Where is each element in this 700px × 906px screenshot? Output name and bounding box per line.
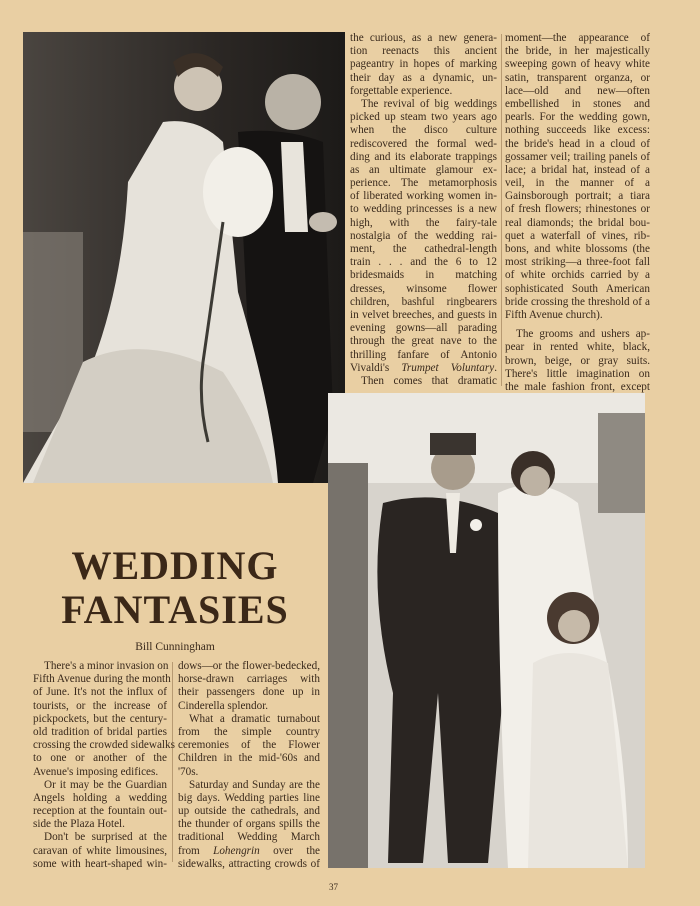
text-line (178, 831, 320, 844)
text-line-content: when the disco culture (350, 124, 497, 137)
text-line-content: old tradition of bridal parties (33, 725, 167, 738)
text-line (33, 818, 167, 831)
text-line (178, 739, 320, 752)
text-line (350, 190, 497, 203)
text-line-content: train . . . and the 6 to 12 (350, 256, 497, 269)
text-line-content: lace; a bridal hat, instead of a (505, 163, 650, 176)
text-line-content: the thunder of organs spills the (178, 818, 320, 831)
text-line (505, 72, 650, 85)
text-line (350, 177, 497, 190)
text-line (505, 45, 650, 58)
text-line-content: dresses, winsome flower (350, 282, 497, 295)
text-line-content: ding and its elaborate trappings (350, 150, 497, 163)
text-line (350, 362, 497, 375)
text-line (350, 98, 497, 111)
text-line (505, 269, 650, 282)
text-line (33, 831, 167, 844)
text-line (350, 32, 497, 45)
text-line-content: quet a waterfall of vines, rib- (505, 229, 650, 242)
text-line-content: through the great nave to the (350, 335, 497, 348)
text-line-content: of fresh flowers; rhinestones or (505, 203, 650, 216)
headline-line-1: WEDDING (71, 543, 279, 588)
text-line-content: evening gowns—all parading (350, 322, 497, 335)
text-line-content: ceremonies of the Flower (178, 739, 320, 752)
bride-and-father-photo (23, 32, 345, 483)
wedding-party-photo (328, 393, 645, 868)
text-line-content: Gainsborough portrait; a tiara (505, 190, 650, 203)
italic-title: Lohengrin (213, 844, 260, 857)
text-line (505, 309, 650, 322)
text-line-content: horse-drawn carriages with (178, 673, 320, 686)
text-line (350, 375, 497, 388)
text-line (178, 660, 320, 673)
text-line-content: bridesmaids in matching (350, 269, 497, 282)
text-line-content: to one or another of the (33, 752, 167, 765)
text-line (350, 45, 497, 58)
text-line (33, 805, 167, 818)
italic-title: Trumpet Voluntary (401, 361, 495, 374)
text-line (178, 726, 320, 739)
text-line (505, 164, 650, 177)
text-line (33, 845, 167, 858)
text-line-content: veil, in the manner of a (505, 177, 650, 190)
text-line-content: nothing succeeds like excess: (505, 124, 650, 137)
text-line (505, 58, 650, 71)
text-line-content: embellished in stones and (505, 97, 650, 110)
text-line-content: dows—or the flower-bedecked, (178, 660, 320, 672)
byline: Bill Cunningham (135, 641, 215, 653)
text-line-content: some with heart-shaped win- (33, 857, 167, 870)
text-line (178, 766, 320, 779)
text-line (505, 138, 650, 151)
text-line-content: brown, beige, or gray suits. (505, 354, 650, 367)
text-line-content: Then comes that dramatic (361, 374, 497, 387)
text-line (350, 164, 497, 177)
text-line-content: Angels holding a wedding (33, 791, 167, 804)
text-line (33, 713, 167, 726)
text-line (505, 32, 650, 45)
text-line-content: Or it may be the Guardian (44, 778, 167, 791)
text-line-content: of June. It's not the influx of (33, 686, 167, 699)
text-line (33, 766, 167, 779)
text-line (350, 230, 497, 243)
page-number: 37 (329, 882, 338, 892)
text-line-content: The grooms and ushers ap- (516, 328, 650, 341)
text-line (505, 111, 650, 124)
text-line-content: crossing the crowded sidewalks (33, 739, 175, 752)
text-line (505, 243, 650, 256)
text-line (350, 138, 497, 151)
text-line (505, 256, 650, 269)
text-line (350, 85, 497, 98)
text-line-content: picked up steam two years ago (350, 111, 497, 124)
text-line-tail: over the (259, 844, 320, 857)
text-line (178, 673, 320, 686)
text-line (505, 283, 650, 296)
text-line-tail: . (494, 361, 497, 374)
text-line (505, 151, 650, 164)
text-column-top-left (350, 32, 497, 388)
text-line (505, 296, 650, 309)
text-line (33, 726, 167, 739)
text-line (178, 779, 320, 792)
text-line (178, 713, 320, 726)
text-line-content: side the Plaza Hotel. (33, 818, 125, 831)
text-line (350, 72, 497, 85)
text-line-content: from (178, 844, 214, 857)
text-line (178, 686, 320, 699)
text-line (33, 700, 167, 713)
text-line-content: most striking—a three-foot fall (505, 256, 650, 269)
text-line-content: pickpockets, but the century- (33, 712, 167, 725)
text-line (33, 660, 167, 673)
text-line-content: big days. Wedding parties line (178, 791, 320, 804)
text-column-bottom-left (33, 660, 175, 871)
text-line (350, 283, 497, 296)
text-line-content: in velvet breeches, and guests in (350, 308, 497, 321)
text-line (178, 792, 320, 805)
text-line-content: pageantry in hopes of marking (350, 58, 497, 71)
text-line (505, 190, 650, 203)
text-line (33, 752, 167, 765)
text-line (350, 217, 497, 230)
text-line-content: tion reenacts this ancient (350, 45, 497, 58)
text-line-content: Cinderella splendor. (178, 699, 269, 712)
text-line (178, 805, 320, 818)
text-line-content: ment, the cathedral-length (350, 243, 497, 255)
text-line-content: tourists, or the increase of (33, 699, 167, 712)
text-line-content: children, bashful ringbearers (350, 295, 497, 308)
text-line-content: the bride's head in a cloud of (505, 137, 650, 150)
text-line-content: There's a minor invasion on (44, 660, 169, 672)
text-line (350, 322, 497, 335)
text-line (505, 341, 650, 354)
text-line (505, 177, 650, 190)
text-line (178, 845, 320, 858)
text-line-content: Saturday and Sunday are the (189, 778, 320, 791)
text-line-content: nostalgia of the wedding rai- (350, 229, 497, 242)
text-line-content: satin, transparent organza, or (505, 71, 650, 84)
text-line-content: up outside the cathedrals, and (178, 805, 320, 818)
text-line-content: the curious, as a new genera- (350, 32, 497, 44)
text-line (505, 328, 650, 341)
text-line (350, 335, 497, 348)
text-line-content: real diamonds; the bridal bou- (505, 216, 650, 229)
text-line-content: as an ultimate glamour ex- (350, 163, 497, 176)
text-line (350, 349, 497, 362)
text-line (178, 858, 320, 871)
text-line (505, 217, 650, 230)
text-line-content: caravan of white limousines, (33, 844, 167, 857)
text-line-content: Don't be surprised at the (44, 831, 167, 844)
text-line (505, 230, 650, 243)
text-line (178, 818, 320, 831)
text-line (33, 686, 167, 699)
text-line (505, 368, 650, 381)
text-line-content: Fifth Avenue church). (505, 308, 603, 321)
text-line (33, 792, 167, 805)
text-line (350, 124, 497, 137)
text-line (350, 151, 497, 164)
text-line-content: the male fashion front, except (505, 380, 650, 393)
text-line (350, 111, 497, 124)
text-line-content: traditional Wedding March (178, 831, 320, 844)
text-line-content: Vivaldi's (350, 361, 402, 374)
text-line-content: moment—the appearance of (505, 32, 650, 44)
text-line-content: of white orchids carried by a (505, 269, 650, 282)
text-line (33, 779, 167, 792)
text-line-content: their day as a dynamic, un- (350, 71, 497, 84)
text-line-content: high, with the fairy-tale (350, 216, 497, 229)
column-divider (501, 34, 502, 386)
text-line-content: gossamer veil; trailing panels of (505, 150, 650, 163)
text-line-content: lace—old and new—often (505, 84, 650, 97)
text-line (178, 752, 320, 765)
text-line (350, 256, 497, 269)
text-line (178, 700, 320, 713)
text-line (350, 203, 497, 216)
text-line-content: their passengers done up in (178, 686, 320, 699)
text-line-content: from the simple country (178, 725, 320, 738)
text-line-content: Avenue's imposing edifices. (33, 765, 159, 778)
text-line-content: bons, and white blossoms (the (505, 243, 650, 255)
text-line (505, 85, 650, 98)
text-line (350, 58, 497, 71)
text-line-content: pearls. For the wedding gown, (505, 111, 650, 124)
text-line (350, 269, 497, 282)
text-line (33, 739, 175, 752)
text-line-content: of liberated working women in- (350, 190, 497, 203)
text-line (505, 124, 650, 137)
column-divider (172, 662, 173, 862)
text-line-content: Fifth Avenue during the month (33, 673, 171, 686)
text-line-content: rediscovered the formal wed- (350, 137, 497, 150)
text-line (350, 296, 497, 309)
text-line-content: the bride, in her majestically (505, 45, 650, 58)
text-column-bottom-right (178, 660, 320, 871)
text-line-content: There's little imagination on (505, 367, 650, 380)
text-line-content: sophisticated South American (505, 282, 650, 295)
text-line-content: '70s. (178, 765, 199, 778)
headline-line-2: FANTASIES (61, 587, 289, 632)
text-line-content: to wedding princesses is a new (350, 203, 497, 216)
text-line (505, 203, 650, 216)
text-line (33, 858, 167, 871)
text-line-content: pear in rented white, black, (505, 341, 650, 354)
text-line-content: bride crossing the threshold of a (505, 295, 650, 308)
text-line-content: reception at the fountain out- (33, 805, 167, 818)
text-line (350, 309, 497, 322)
text-line-content: perience. The metamorphosis (350, 177, 497, 190)
text-line (505, 98, 650, 111)
text-line (350, 243, 497, 256)
text-line-content: forgettable experience. (350, 84, 453, 97)
text-line (33, 673, 171, 686)
text-line-content: thrilling fanfare of Antonio (350, 348, 497, 361)
text-column-top-right (505, 32, 650, 394)
text-line-content: What a dramatic turnabout (189, 712, 320, 725)
text-line-content: The revival of big weddings (361, 97, 497, 110)
text-line-content: Children in the mid-'60s and (178, 752, 320, 765)
text-line-content: sidewalks, attracting crowds of (178, 857, 320, 870)
text-line-content: sweeping gown of heavy white (505, 58, 650, 71)
text-line (505, 355, 650, 368)
